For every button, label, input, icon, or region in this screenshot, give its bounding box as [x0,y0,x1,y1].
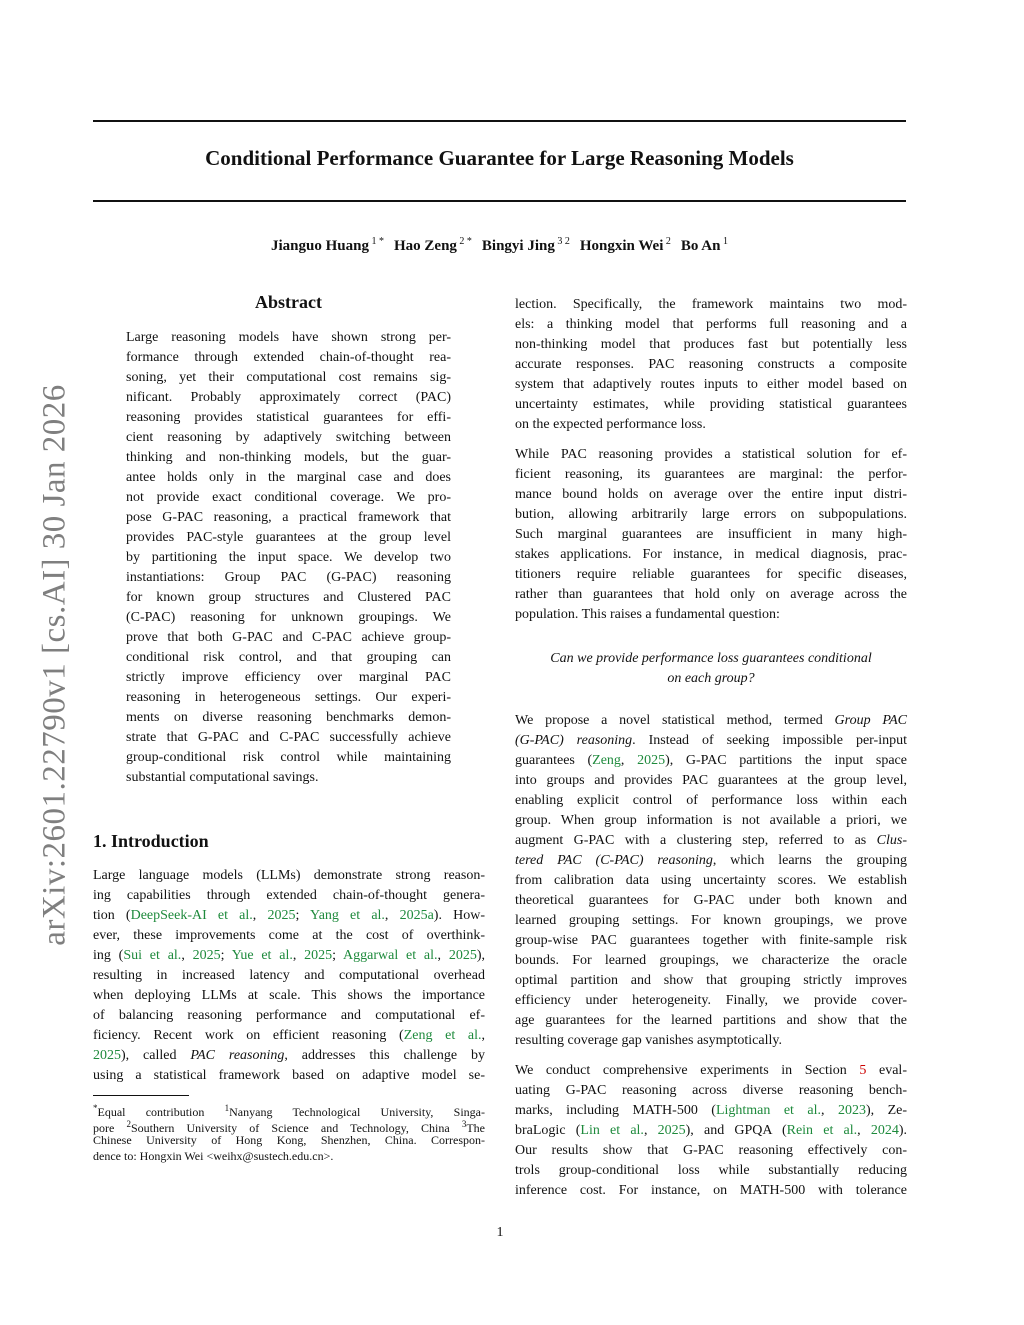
text-run: Our results show that G-PAC reasoning effectively con- [515,1143,907,1158]
right-column-line [515,851,907,871]
abstract-line: reasoning provides statistical guarantees for effi- [126,410,451,425]
text-run: learned grouping settings. For known groupings, we prove [515,913,907,928]
right-column-line [515,771,907,791]
text-run: bounds. For learned groupings, we characterize the oracle [515,953,907,968]
text-run: efficiency under heterogeneity. Finally, we provide cover- [515,993,907,1008]
section-ref-link[interactable]: 5 [859,1063,867,1078]
author-name: Bo An [680,238,721,254]
right-column-line [515,545,907,565]
citation-link[interactable]: 2025 [192,948,221,963]
abstract-line: (C-PAC) reasoning for unknown groupings. We [126,610,451,625]
text-run: accurate responses. PAC reasoning constructs a composite [515,357,907,372]
right-column-line [515,951,907,971]
text-run: system that adaptively routes inputs to either model based on [515,377,907,392]
citation-link[interactable]: 2025 [93,1048,121,1063]
right-column-line [515,565,907,585]
text-run: , which learns the grouping [712,853,907,868]
citation-link[interactable]: DeepSeek-AI et al. [130,908,253,923]
text-run: We conduct comprehensive experiments in Section [515,1063,860,1078]
text-run: ; [220,948,232,963]
emphasis: Clus- [876,833,907,848]
text-run: ), [476,948,486,963]
abstract-line: by partitioning the input space. We develop two [126,550,451,565]
citation-link[interactable]: 2025a [399,908,434,923]
right-column-line [515,1061,907,1081]
citation-link[interactable]: Lightman et al. [715,1103,821,1118]
text-run: non-thinking model that produces fast but potentially less [515,337,907,352]
citation-link[interactable]: 2025 [304,948,333,963]
text-run: optimal partition and show that grouping strictly improves [515,973,907,988]
text-run: ). How- [433,908,485,923]
text-run: theoretical guarantees for G-PAC under both known and [515,893,907,908]
right-column-line [515,971,907,991]
right-column-line [515,991,907,1011]
right-column-line [515,871,907,891]
text-run: inference cost. For instance, on MATH-500 with tolerance [515,1183,907,1198]
right-column-line [515,1101,907,1121]
text-run: Chinese University of Hong Kong, Shenzhen, China. Correspon- [93,1133,485,1147]
right-column-line [515,335,907,355]
text-run: dence to: Hongxin Wei <weihx@sustech.edu.cn>. [93,1149,334,1163]
text-run: rather than guarantees that hold only on average across the [515,587,907,602]
text-run: group. When group information is not available a priori, we [515,813,907,828]
text-run: mance bound holds on average over the entire input distri- [515,487,907,502]
text-run: , [437,948,449,963]
text-run: of balancing reasoning performance and computational ef- [93,1008,485,1023]
intro-line [93,1006,485,1026]
author-affiliation: 1 * [368,236,384,247]
abstract-line: instantiations: Group PAC (G-PAC) reasoning [126,570,451,585]
text-run: resulting in increased latency and computational overhead [93,968,485,983]
citation-link[interactable]: Zeng [592,753,621,768]
title-bottom-rule [93,200,906,202]
text-run: Equal contribution [97,1105,225,1119]
text-run: . Instead of seeking impossible per-input [632,733,907,748]
text-run: titioners require reliable guarantees for specific diseases, [515,567,907,582]
text-run: ; [295,908,310,923]
text-run: population. This raises a fundamental question: [515,607,780,622]
intro-line [93,966,485,986]
text-run: ), and GPQA ( [685,1123,787,1138]
text-run: , [481,1028,485,1043]
citation-link[interactable]: Yue et al. [231,948,293,963]
text-run: ing ( [93,948,124,963]
text-run: Can we provide performance loss guarantees conditional [550,651,872,666]
citation-link[interactable]: Lin et al. [580,1123,644,1138]
text-run: , [620,753,638,768]
text-run: uncertainty estimates, while providing statistical guarantees [515,397,907,412]
footnote-rule [93,1095,189,1096]
text-run: lection. Specifically, the framework maintains two mod- [515,297,907,312]
text-run: group-wise PAC guarantees together with finite-sample risk [515,933,907,948]
text-run: , [857,1123,871,1138]
intro-line [93,946,485,966]
right-column-line [515,1181,907,1201]
text-run: Southern University of Science and Technology, China [130,1121,462,1135]
abstract-line: ments on diverse reasoning benchmarks demon- [126,710,451,725]
text-run: While PAC reasoning provides a statistical solution for ef- [515,447,907,462]
right-column-line [515,711,907,731]
right-column-line [515,415,907,435]
author-affiliation: 3 2 [554,236,570,247]
abstract-line: nificant. Probably approximately correct (PAC) [126,390,451,405]
text-run: ), Ze- [865,1103,907,1118]
text-run: tion ( [93,908,131,923]
text-run: ), called [121,1048,191,1063]
abstract-line: substantial computational savings. [126,770,319,785]
abstract-line: conditional risk control, and that grouping can [126,650,451,665]
citation-link[interactable]: 2025 [637,753,666,768]
abstract-line: antee holds only in the marginal case and does [126,470,451,485]
text-run: from calibration data using uncertainty scores. We establish [515,873,907,888]
abstract-line: not provide exact conditional coverage. We pro- [126,490,451,505]
emphasis: (G-PAC) reasoning [515,733,633,748]
right-column-line [515,395,907,415]
abstract-line: cient reasoning by adaptively switching between [126,430,451,445]
text-run: resulting coverage gap vanishes asymptotically. [515,1033,782,1048]
text-run: into groups and provides PAC guarantees at the group level, [515,773,907,788]
abstract-line: soning, yet their computational cost remains sig- [126,370,451,385]
right-column-line [515,485,907,505]
author [271,238,384,254]
right-column-line [515,1031,907,1051]
research-question-line [515,649,907,669]
text-run: , [821,1103,838,1118]
superscript: 1 [224,1103,230,1113]
abstract-line: strate that G-PAC and C-PAC successfully achieve [126,730,451,745]
right-column-line [515,831,907,851]
text-run: when deploying LLMs at scale. This shows the importance [93,988,485,1003]
right-column-line [515,751,907,771]
text-run: , [292,948,305,963]
text-run: on the expected performance loss. [515,417,706,432]
arxiv-stamp: arXiv:2601.22790v1 [cs.AI] 30 Jan 2026 [36,384,73,946]
right-column-line [515,731,907,751]
citation-link[interactable]: 2023 [837,1103,866,1118]
citation-link[interactable]: 2025 [657,1123,686,1138]
intro-line [93,926,485,946]
superscript: 3 [461,1119,467,1129]
text-run: , [181,948,193,963]
author [580,238,671,254]
right-column-line [515,445,907,465]
abstract-line: thinking and non-thinking models, but the guar- [126,450,451,465]
right-column-line [515,605,907,625]
text-run: bution, allowing arbitrarily large errors on subpopulations. [515,507,907,522]
author [681,238,728,254]
text-run: , addresses this challenge by [284,1048,485,1063]
text-run: age guarantees for the learned partitions and show that the [515,1013,907,1028]
superscript: * [93,1103,98,1113]
right-column-line [515,375,907,395]
right-column-line [515,1011,907,1031]
text-run: augment G-PAC with a clustering step, referred to as [515,833,877,848]
intro-line [93,1026,485,1046]
text-run: The [466,1121,485,1135]
text-run: enabling explicit control of performance loss within each [515,793,907,808]
text-run: eval- [866,1063,907,1078]
text-run: braLogic ( [515,1123,581,1138]
emphasis: Group PAC [834,713,907,728]
author [394,238,472,254]
right-column-line [515,295,907,315]
text-run: stakes applications. For instance, in medical diagnosis, prac- [515,547,907,562]
citation-link[interactable]: Aggarwal et al. [343,948,438,963]
text-run: marks, including MATH-500 ( [515,1103,716,1118]
citation-link[interactable]: 2025 [267,908,296,923]
text-run: using a statistical framework based on adaptive model se- [93,1068,485,1083]
abstract-line: group-conditional risk control while maintaining [126,750,451,765]
text-run: ing capabilities through extended chain-of-thought genera- [93,888,485,903]
intro-line [93,986,485,1006]
footnote-line [93,1148,485,1164]
abstract-line: reasoning in heterogeneous settings. Our experi- [126,690,451,705]
text-run: ), G-PAC partitions the input space [665,753,907,768]
author-name: Bingyi Jing [481,238,555,254]
right-column-line [515,1081,907,1101]
right-column-line [515,1161,907,1181]
text-run: Large language models (LLMs) demonstrate strong reason- [93,868,485,883]
intro-line [93,866,485,886]
text-run: , [252,908,268,923]
text-run: on each group? [667,671,755,686]
right-column-line [515,1121,907,1141]
right-column-line [515,505,907,525]
author [482,238,570,254]
text-run: ever, these improvements come at the cost of overthink- [93,928,485,943]
right-column-line [515,931,907,951]
abstract-line: pose G-PAC reasoning, a practical framework that [126,510,451,525]
right-column-line [515,811,907,831]
intro-line [93,906,485,926]
paper-title: Conditional Performance Guarantee for Large Reasoning Models [205,146,794,170]
author-affiliation: 2 * [456,236,472,247]
intro-line [93,1066,485,1086]
text-run: els: a thinking model that performs full reasoning and a [515,317,907,332]
intro-line [93,886,485,906]
right-column-line [515,465,907,485]
citation-link[interactable]: Rein et al. [786,1123,858,1138]
text-run: pore [93,1121,127,1135]
section-heading-introduction: 1. Introduction [93,831,209,851]
text-run: Such marginal guarantees are insufficient in many high- [515,527,907,542]
text-run: trols group-conditional loss while substantially reducing [515,1163,907,1178]
page-number: 1 [496,1225,504,1240]
abstract-line: prove that both G-PAC and C-PAC achieve group- [126,630,451,645]
right-column-line [515,911,907,931]
author-name: Hongxin Wei [579,238,664,254]
intro-line [93,1046,485,1066]
text-run: Nanyang Technological University, Singa- [229,1105,485,1119]
emphasis: tered PAC (C-PAC) reasoning [515,853,713,868]
author-affiliation: 1 [720,236,728,247]
text-run: ficiency. Recent work on efficient reasoning ( [93,1028,404,1043]
superscript: 2 [126,1119,131,1129]
author-name: Jianguo Huang [271,238,369,254]
text-run: guarantees ( [515,753,593,768]
text-run: We propose a novel statistical method, termed [515,713,835,728]
citation-link[interactable]: Yang et al. [309,908,385,923]
author-name: Hao Zeng [393,238,457,254]
research-question-line [515,669,907,689]
right-column-line [515,355,907,375]
right-column-line [515,891,907,911]
abstract-line: Large reasoning models have shown strong per- [126,330,451,345]
abstract-line: strictly improve efficiency over marginal PAC [126,670,451,685]
citation-link[interactable]: 2024 [870,1123,899,1138]
author-list [93,236,906,255]
abstract-line: formance through extended chain-of-thought rea- [126,350,451,365]
text-run: ). [898,1123,908,1138]
abstract-heading: Abstract [255,292,322,312]
right-column-line [515,791,907,811]
right-column-line [515,315,907,335]
citation-link[interactable]: Zeng et al. [403,1028,482,1043]
right-column-line [515,1141,907,1161]
footnote-line [93,1132,485,1148]
emphasis: PAC reasoning [190,1048,285,1063]
right-column-line [515,585,907,605]
text-run: uating G-PAC reasoning across diverse reasoning bench- [515,1083,907,1098]
top-rule [93,120,906,122]
abstract-line: for known group structures and Clustered PAC [126,590,451,605]
text-run: ; [332,948,344,963]
author-affiliation: 2 [663,236,671,247]
citation-link[interactable]: Sui et al. [123,948,182,963]
right-column-line [515,525,907,545]
text-run: , [384,908,400,923]
citation-link[interactable]: 2025 [448,948,477,963]
text-run: ficient reasoning, its guarantees are marginal: the perfor- [515,467,907,482]
text-run: , [643,1123,658,1138]
abstract-line: provides PAC-style guarantees at the group level [126,530,451,545]
